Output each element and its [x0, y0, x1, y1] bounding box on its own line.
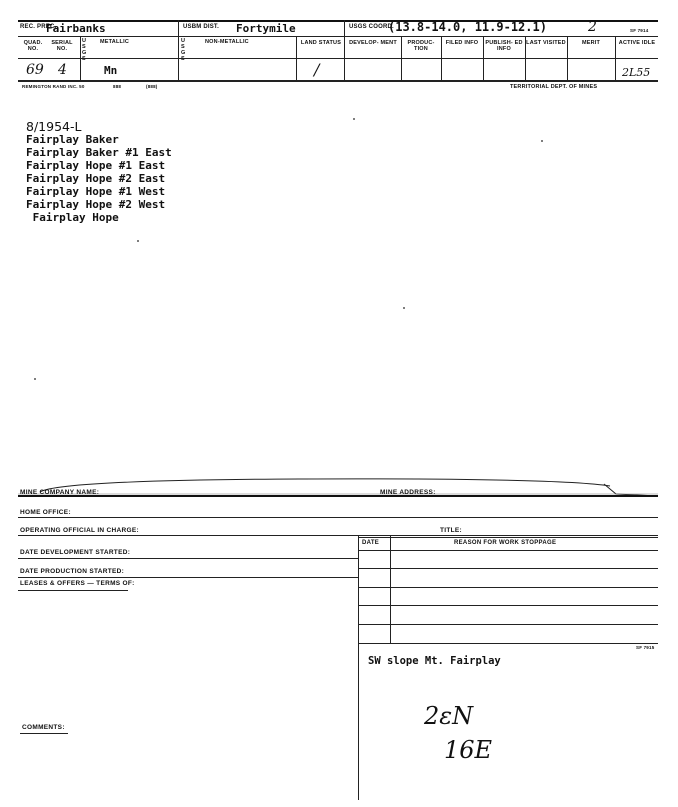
printer-paren: (888)	[146, 84, 158, 89]
usgs-letters-b: U S G S	[181, 38, 186, 62]
note-line: Fairplay Hope #2 East	[26, 172, 166, 185]
usgs-coord-label: USGS COORD.	[349, 24, 394, 30]
note-line: Fairplay Baker	[26, 133, 119, 146]
note-line: Fairplay Baker #1 East	[26, 146, 172, 159]
paper-speck	[353, 118, 355, 120]
quad-value: 69	[26, 62, 44, 78]
development-label: DEVELOP- MENT	[349, 40, 397, 46]
printer-code: 888	[113, 84, 122, 89]
note-line: Fairplay Hope #2 West	[26, 198, 166, 211]
typed-notes	[26, 120, 172, 224]
non-metallic-label: NON-METALLIC	[205, 39, 249, 45]
land-status-label: LAND STATUS	[300, 40, 342, 46]
paper-speck	[34, 378, 36, 380]
form-number-bottom: SF 7915	[636, 645, 655, 650]
rec-prec-label: REC. PREC.	[20, 24, 57, 30]
corner-mark: 2	[588, 19, 597, 35]
mine-address-label: MINE ADDRESS:	[380, 489, 436, 496]
usgs-letters-a: U S G S	[82, 38, 87, 62]
comments-label: COMMENTS:	[22, 724, 65, 731]
published-info-label: PUBLISH- ED INFO	[485, 40, 523, 52]
home-office-label: HOME OFFICE:	[20, 509, 71, 516]
date-development-label: DATE DEVELOPMENT STARTED:	[20, 549, 131, 556]
operating-official-label: OPERATING OFFICIAL IN CHARGE:	[20, 527, 139, 534]
reason-column-label: REASON FOR WORK STOPPAGE	[454, 540, 557, 546]
paper-speck	[403, 307, 405, 309]
rec-prec-value: Fairbanks	[46, 22, 106, 35]
handwritten-township: 2εN	[424, 702, 474, 730]
usbm-dist-value: Fortymile	[236, 22, 296, 35]
title-label: TITLE:	[440, 527, 463, 534]
note-line: Fairplay Hope #1 West	[26, 185, 166, 198]
filed-info-label: FILED INFO	[445, 40, 479, 46]
form-number-top: SF 7914	[630, 28, 649, 33]
metallic-label: METALLIC	[100, 39, 129, 45]
active-idle-label: ACTIVE IDLE	[618, 40, 656, 46]
last-visited-label: LAST VISITED	[526, 40, 566, 46]
location-typed: SW slope Mt. Fairplay	[368, 655, 501, 667]
note-line: Fairplay Hope #1 East	[26, 159, 166, 172]
serial-no-label: SERIAL NO.	[51, 40, 73, 52]
printer-line: REMINGTON RAND INC. 50	[22, 84, 85, 89]
land-status-value: /	[314, 60, 320, 79]
usgs-coord-value: (13.8-14.0, 11.9-12.1)	[388, 20, 547, 34]
usbm-dist-label: USBM DIST.	[183, 24, 220, 30]
paper-speck	[541, 140, 543, 142]
handwritten-range: 16E	[444, 736, 493, 764]
metallic-value: Mn	[104, 64, 118, 77]
leases-offers-label: LEASES & OFFERS — TERMS OF:	[20, 580, 135, 587]
note-line-date: 8/1954-L	[26, 119, 82, 134]
production-label: PRODUC- TION	[407, 40, 435, 52]
quad-no-label: QUAD. NO.	[23, 40, 43, 52]
note-line: Fairplay Hope	[26, 211, 119, 224]
active-value: 2L55	[622, 66, 651, 79]
serial-value: 4	[58, 62, 67, 78]
merit-label: MERIT	[581, 40, 601, 46]
date-column-label: DATE	[362, 540, 380, 546]
date-production-label: DATE PRODUCTION STARTED:	[20, 568, 125, 575]
territorial-dept-label: TERRITORIAL DEPT. OF MINES	[510, 84, 598, 90]
paper-speck	[137, 240, 139, 242]
mine-company-name-label: MINE COMPANY NAME:	[20, 489, 100, 496]
